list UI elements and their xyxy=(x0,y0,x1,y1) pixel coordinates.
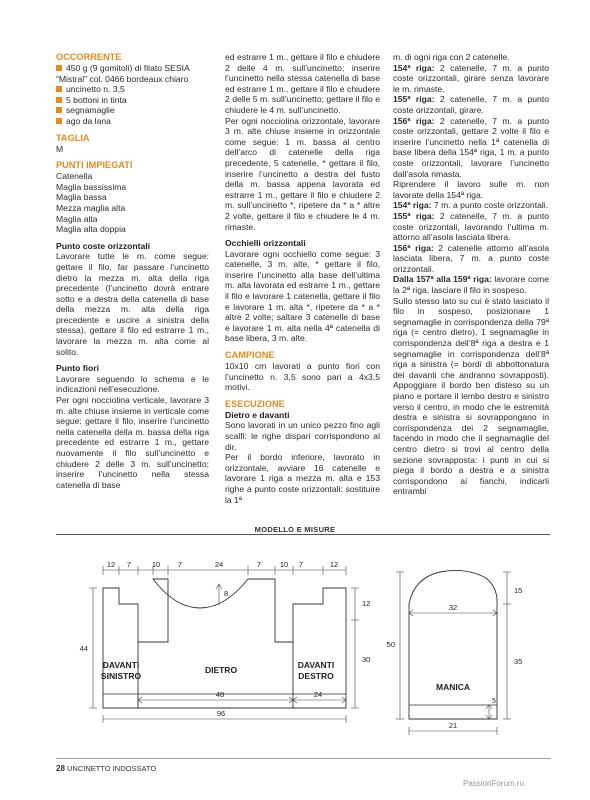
material-item: 450 g (9 gomitoli) di filato SESIA “Mistral” col. 0466 bordeaux chiaro xyxy=(56,63,190,84)
dim-sleeve-body: 35 xyxy=(514,657,523,666)
magazine-name: UNCINETTO INDOSSATO xyxy=(67,764,157,773)
material-item: ago da lana xyxy=(56,116,209,127)
label-davanti-sinistro-2: SINISTRO xyxy=(100,671,142,681)
row-instruction: Dalla 157ª alla 159ª riga: lavorare come la 2ª riga, lasciare il filo in sospeso. xyxy=(393,274,549,296)
dim-top-8: 7 xyxy=(298,560,304,569)
coste-text: Lavorare tutte le m. come segue: gettare il filo, far passare l’uncinetto dietro la mezza m. alta della riga precedente (l’uncinetto dovrà entrare sotto e a destra della catenella di base della mezza m. alta della riga precedente e uscire a sinistra della stessa), gettare il filo ed estrarre 1 m., lavorare la mezza m. alta come al solito. xyxy=(56,251,209,357)
dim-top-4: 7 xyxy=(177,560,183,569)
punti-title: PUNTI IMPIEGATI xyxy=(56,160,133,171)
fiori-title: Punto fiori xyxy=(56,363,99,374)
punto-item: Maglia alta doppia xyxy=(56,224,126,235)
punto-item: Mezza maglia alta xyxy=(56,202,126,213)
dim-sleeve-width: 32 xyxy=(448,603,458,612)
page-footer xyxy=(56,764,156,773)
taglia-title: TAGLIA xyxy=(56,132,90,143)
row-instruction: 155ª riga: 2 catenelle, 7 m. a punto coste orizzontali, girare. xyxy=(393,94,549,115)
dim-neck-depth: 8 xyxy=(224,589,229,598)
fiori-text-2: Per ogni nocciolina verticale, lavorare 3 m. alte chiuse insieme in verticale come segue: gettare il filo, inserire l’uncinetto nella catenella della m. bassa della riga precedente ed estrarre 1 m., gettare nuovamente il filo sull’uncinetto e chiudere 2 delle 3 m. sull’uncinetto; inserire l’uncinetto nella stessa catenella di base xyxy=(56,395,209,490)
sleeve-outline xyxy=(409,570,497,719)
dim-top-5: 24 xyxy=(214,560,224,569)
body-outline xyxy=(100,579,346,708)
dietro-text-1: Sono lavorati in un unico pezzo fino agli scalfi: le righe dispari corrispondono al dir. xyxy=(225,420,380,452)
col2-text-1: ed estrarre 1 m., gettare il filo e chiudere 2 delle 4 m. sull’uncinetto; inserire l’uncinetto nella stessa catenella di base ed estrarre 1 m., gettare il filo e chiudere 2 delle 5 m. sull’uncinetto; gettare il filo e chiudere le 4 m. sull’uncinetto. xyxy=(225,52,380,115)
material-item: 5 bottoni in tinta xyxy=(56,95,209,106)
dim-top-2: 7 xyxy=(126,560,132,569)
label-manica: MANICA xyxy=(436,682,470,692)
campione-title: CAMPIONE xyxy=(225,350,275,361)
bullet-square-icon xyxy=(56,97,62,103)
diagram-title: MODELLO E MISURE xyxy=(254,525,336,534)
dim-top-7: 10 xyxy=(279,560,289,569)
row-instruction: 156ª riga: 2 catenelle attorno all’asola lasciata libera, 7 m. a punto coste orizzontali. xyxy=(393,242,549,274)
column-1 xyxy=(56,52,209,490)
column-2 xyxy=(225,52,380,505)
dietro-title: Dietro e davanti xyxy=(225,409,290,420)
punto-item: Catenella xyxy=(56,171,93,182)
punto-item: Maglia alta xyxy=(56,213,98,224)
pattern-diagram xyxy=(0,540,590,765)
dim-sleeve-cuff-height: 5 xyxy=(492,698,496,705)
taglia-value: M xyxy=(56,143,64,154)
occhielli-title: Occhielli orizzontali xyxy=(225,238,306,249)
dim-bottom-front: 24 xyxy=(313,690,323,699)
dim-bottom-half: 48 xyxy=(215,690,225,699)
bullet-square-icon xyxy=(56,118,62,124)
dim-top-6: 7 xyxy=(256,560,262,569)
diagram-divider xyxy=(56,534,550,535)
page-number: 28 xyxy=(56,764,65,773)
label-dietro: DIETRO xyxy=(204,665,238,675)
row-instruction: 154ª riga: 2 catenelle, 7 m. a punto coste orizzontali, girare senza lavorare le m. rimaste. xyxy=(393,62,549,94)
col2-text-2: Per ogni nocciolina orizzontale, lavorare 3 m. alte chiuse insieme in orizzontale come segue: 1 m. bassa al centro dell’arco di catenelle della riga precedente, 5 catenelle, * gettare il filo, inserire l’uncinetto a destra del fusto della m. bassa appena lavorata ed estrarre 1 m., gettare il filo e chiudere 2 m. sull’uncinetto *, ripetere da * a * altre 2 volte, gettare il filo e chiudere le 4 m. rimaste. xyxy=(225,115,380,232)
label-davanti-destro-2: DESTRO xyxy=(298,671,334,681)
watermark: PassionForum.ru xyxy=(463,779,524,788)
dim-armhole-step: 12 xyxy=(362,599,371,608)
occhielli-text: Lavorare ogni occhiello come segue: 3 catenelle, 3 m. alte, * gettare il filo, inserire l’uncinetto alla base dell’ultima m. alta lavorata ed estrarre 1 m., gettare il filo e lavorare 1 catenella, gettare il filo e lavorare 1 m. alta *, ripetere da * a * altre 2 volte; saltare 3 catenelle di base e lavorare 1 m. alta nella 4ª catenella di base libera, 3 m. alte. xyxy=(225,248,380,344)
bullet-square-icon xyxy=(56,65,62,71)
dim-sleeve-total: 50 xyxy=(386,640,395,649)
dim-sleeve-cap: 15 xyxy=(514,586,523,595)
dietro-text-2: Per il bordo inferiore, lavorato in orizzontale, avviare 16 catenelle e lavorare 1 riga a mezza m. alta e 153 righe a punto coste orizzontali: sostituire la 1ª xyxy=(225,452,380,505)
occorrente-title: OCCORRENTE xyxy=(56,52,122,62)
dim-top-9: 12 xyxy=(329,560,339,569)
row-instruction: 155ª riga: 2 catenelle, 7 m. a punto coste orizzontali, lavorando l’ultima m. attorno all’asola lasciata libera. xyxy=(393,210,549,243)
punto-item: Maglia bassissima xyxy=(56,181,127,192)
col3-text-final: Sullo stesso lato su cui è stato lasciato il filo in sospeso, posizionare 1 segnamaglie in corrispondenza della 79ª riga (= centro dietro), 1 segnamaglie in corrispondenza dell’8ª riga a destra e 1 segnamaglie in corrispondenza dell’8ª riga a sinistra (= bordi di abbottonatura dei davanti che andranno sovrapposti). Appoggiare il bordo ben disteso su un piano e portare il lembo destro e sinistro verso il centro, in modo che le estremità destra e sinistra si sovrappongano in corrispondenza dei 2 segnamaglie, facendo in modo che il segnamaglie del centro dietro si trovi al centro della sezione sovrapposta: i punti in cui si piega il bordo a destra e a sinistra corrispondono ai fianchi, indicarli entrambi xyxy=(393,295,549,497)
label-davanti-destro-1: DAVANTI xyxy=(297,660,335,670)
campione-text: 10x10 cm lavorati a punto fiori con l’uncinetto n. 3,5 sono pari a 4x3,5 motivi. xyxy=(225,361,380,393)
dim-sleeve-cuff-width: 21 xyxy=(448,721,458,730)
column-3 xyxy=(393,52,549,497)
material-item: uncinetto n. 3,5 xyxy=(56,84,209,95)
bullet-square-icon xyxy=(56,107,62,113)
dim-top-1: 12 xyxy=(106,560,116,569)
material-item: segnamaglie xyxy=(56,105,209,116)
col3-text-1: m. di ogni riga con 2 catenelle. xyxy=(393,52,510,62)
dim-bottom-total: 96 xyxy=(216,709,226,718)
dim-height-right: 30 xyxy=(362,655,371,664)
fiori-text-1: Lavorare seguendo lo schema e le indicazioni nell’esecuzione. xyxy=(56,373,209,395)
footer-divider xyxy=(56,758,550,759)
row-instruction: 156ª riga: 2 catenelle, 7 m. a punto coste orizzontali, gettare 2 volte il filo e inserire l’uncinetto nella 1ª catenella di base libera della 154ª riga, 1 m. a punto coste orizzontali, lavorare l’uncinetto dall’asola rimasta. xyxy=(393,115,549,179)
row-instruction: 154ª riga: 7 m. a punto coste orizzontali. xyxy=(393,200,549,211)
coste-title: Punto coste orizzontali xyxy=(56,240,151,251)
esecuzione-title: ESECUZIONE xyxy=(225,398,285,409)
punto-item: Maglia bassa xyxy=(56,192,107,203)
label-davanti-sinistro-1: DAVANTI xyxy=(102,660,140,670)
bullet-square-icon xyxy=(56,86,62,92)
dim-height-left: 44 xyxy=(79,644,88,653)
riprendere-text: Riprendere il lavoro sulle m. non lavorate della 154ª riga. xyxy=(393,179,549,200)
dim-top-3: 10 xyxy=(151,560,161,569)
